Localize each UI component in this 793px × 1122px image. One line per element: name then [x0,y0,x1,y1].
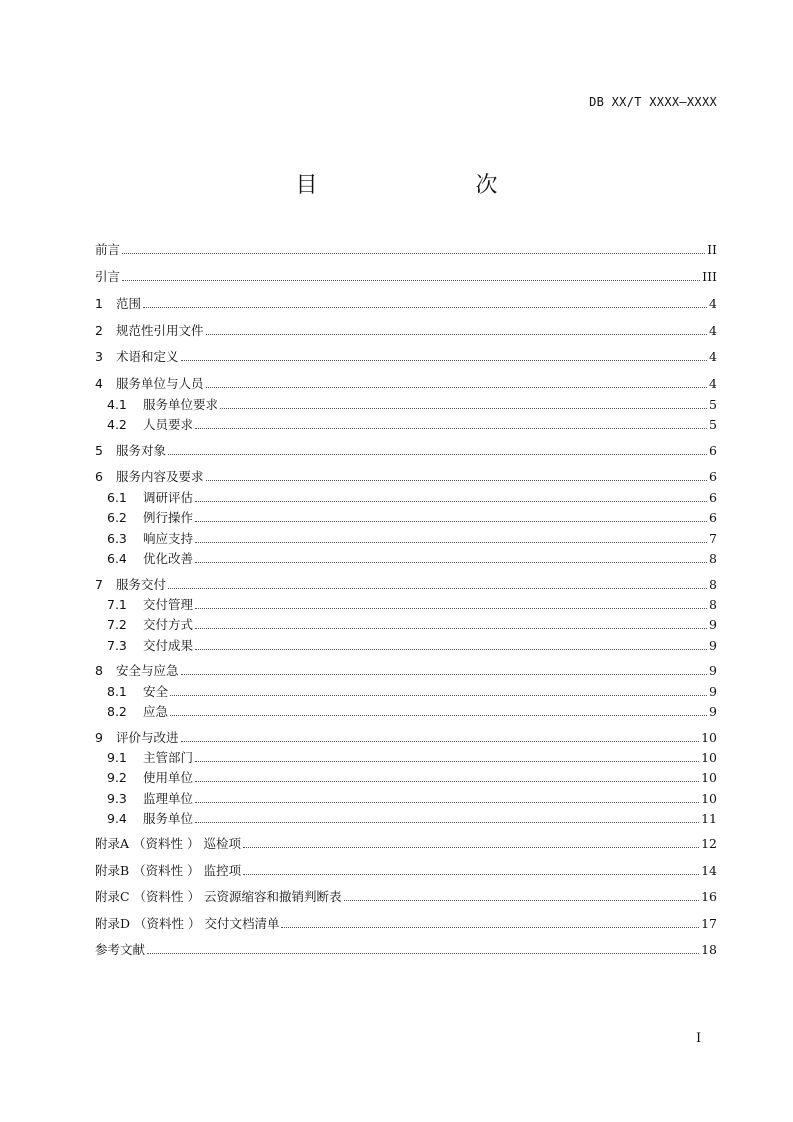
dot-leader [168,588,707,589]
dot-leader [195,608,707,609]
dot-leader [147,953,699,954]
toc-entry-number: 4 [95,376,103,391]
toc-entry-page: 9 [709,663,717,678]
dot-leader [206,387,707,388]
toc-entry-label: 响应支持 [143,531,194,546]
toc-entry[interactable] [107,683,717,701]
toc-entry-page: 9 [709,704,717,719]
dot-leader [281,927,699,928]
toc-entry[interactable] [95,662,717,680]
toc-entry-label: 服务对象 [116,443,167,458]
toc-entry-label: 附录D （资料性 ） 交付文档清单 [95,916,280,931]
toc-entry[interactable] [107,396,717,414]
toc-entry-page: 11 [701,811,717,826]
toc-entry[interactable] [95,322,717,340]
toc-entry-page: 4 [709,349,717,364]
dot-leader [195,822,699,823]
toc-entry-number: 2 [95,323,103,338]
toc-entry[interactable] [107,703,717,721]
toc-entry-page: II [707,242,717,257]
toc-title: 目 次 [295,173,536,198]
toc-entry-page: 10 [701,730,717,745]
toc-entry-label: 范围 [116,296,142,311]
toc-entry-page: 9 [709,617,717,632]
toc-entry-number: 6.2 [107,510,127,525]
toc-entry-number: 7.1 [107,597,127,612]
dot-leader [195,428,707,429]
toc-entry[interactable] [95,348,717,366]
toc-entry[interactable] [95,375,717,393]
dot-leader [195,562,707,563]
dot-leader [122,253,705,254]
toc-entry-label: 术语和定义 [116,349,179,364]
toc-entry-number: 9 [95,730,103,745]
toc-entry[interactable] [107,489,717,507]
toc-entry-page: 4 [709,323,717,338]
toc-entry-label: 前言 [95,242,121,257]
toc-entry[interactable] [95,862,717,880]
dot-leader [220,408,707,409]
toc-entry[interactable] [95,468,717,486]
toc-entry-label: 附录C （资料性 ） 云资源缩容和撤销判断表 [95,889,342,904]
toc-entry[interactable] [107,596,717,614]
toc-entry-page: 6 [709,443,717,458]
toc-entry[interactable] [107,530,717,548]
toc-entry-label: 应急 [143,704,169,719]
toc-entry-label: 安全与应急 [116,663,179,678]
toc-entry-page: III [702,269,717,284]
toc-entry[interactable] [95,442,717,460]
dot-leader [195,501,707,502]
toc-entry-number: 1 [95,296,103,311]
toc-entry-label: 服务单位要求 [143,397,219,412]
toc-entry-number: 3 [95,349,103,364]
toc-entry-label: 引言 [95,269,121,284]
toc-entry[interactable] [95,888,717,906]
toc-entry-page: 16 [701,889,717,904]
toc-entry-number: 4.2 [107,417,127,432]
toc-entry-number: 9.1 [107,750,127,765]
dot-leader [143,307,707,308]
toc-entry-label: 交付方式 [143,617,194,632]
toc-entry[interactable] [95,941,717,959]
toc-entry-page: 10 [701,770,717,785]
toc-entry-number: 6.3 [107,531,127,546]
toc-entry-number: 6.1 [107,490,127,505]
toc-entry-number: 6.4 [107,551,127,566]
dot-leader [181,674,707,675]
toc-entry[interactable] [107,616,717,634]
toc-entry-page: 5 [709,417,717,432]
toc-entry-page: 9 [709,638,717,653]
dot-leader [206,334,707,335]
toc-entry-page: 10 [701,791,717,806]
toc-entry-label: 服务单位 [143,811,194,826]
toc-entry[interactable] [107,637,717,655]
toc-entry[interactable] [107,790,717,808]
toc-entry-number: 7 [95,577,103,592]
toc-entry-label: 交付成果 [143,638,194,653]
toc-entry[interactable] [95,915,717,933]
toc-entry[interactable] [107,550,717,568]
toc-entry-page: 9 [709,684,717,699]
dot-leader [181,360,707,361]
toc-entry-label: 服务交付 [116,577,167,592]
toc-entry-number: 4.1 [107,397,127,412]
dot-leader [195,542,707,543]
toc-entry[interactable] [107,749,717,767]
toc-entry-label: 监理单位 [143,791,194,806]
toc-entry-page: 10 [701,750,717,765]
toc-entry-label: 服务内容及要求 [116,469,204,484]
toc-entry[interactable] [95,295,717,313]
document-code: DB XX/T XXXX—XXXX [589,95,717,109]
dot-leader [168,454,707,455]
toc-entry-number: 8 [95,663,103,678]
dot-leader [243,847,699,848]
toc-entry-label: 调研评估 [143,490,194,505]
toc-entry[interactable] [107,509,717,527]
toc-entry-label: 人员要求 [143,417,194,432]
toc-entry-page: 8 [709,597,717,612]
dot-leader [195,781,699,782]
toc-entry-page: 7 [709,531,717,546]
toc-entry-label: 使用单位 [143,770,194,785]
toc-entry-page: 6 [709,510,717,525]
dot-leader [344,900,700,901]
dot-leader [170,715,707,716]
toc-entry[interactable] [95,268,717,286]
toc-entry-page: 12 [701,836,717,851]
toc-entry[interactable] [95,729,717,747]
dot-leader [195,649,707,650]
toc-entry-page: 4 [709,376,717,391]
toc-entry-number: 9.4 [107,811,127,826]
toc-entry-number: 7.2 [107,617,127,632]
toc-entry[interactable] [95,835,717,853]
toc-entry-label: 例行操作 [143,510,194,525]
toc-entry-label: 参考文献 [95,942,146,957]
toc-entry-label: 安全 [143,684,169,699]
dot-leader [243,874,699,875]
dot-leader [206,480,707,481]
toc-entry-label: 交付管理 [143,597,194,612]
toc-entry-page: 6 [709,490,717,505]
toc-entry-number: 9.3 [107,791,127,806]
toc-entry[interactable] [107,416,717,434]
toc-entry-number: 9.2 [107,770,127,785]
toc-entry-page: 8 [709,551,717,566]
toc-entry-number: 6 [95,469,103,484]
toc-entry-page: 6 [709,469,717,484]
toc-entry-label: 服务单位与人员 [116,376,204,391]
toc-entry-label: 主管部门 [143,750,194,765]
toc-entry-label: 附录A （资料性 ） 巡检项 [95,836,241,851]
toc-entry[interactable] [107,810,717,828]
toc-entry[interactable] [95,576,717,594]
toc-entry-number: 7.3 [107,638,127,653]
toc-entry[interactable] [95,241,717,259]
toc-entry-page: 17 [701,916,717,931]
toc-entry-page: 5 [709,397,717,412]
toc-entry-label: 优化改善 [143,551,194,566]
dot-leader [195,802,699,803]
toc-entry-number: 8.2 [107,704,127,719]
toc-entry-label: 评价与改进 [116,730,179,745]
toc-entry-label: 规范性引用文件 [116,323,204,338]
toc-entry[interactable] [107,769,717,787]
page-number: I [696,1031,702,1046]
toc-entry-page: 14 [701,863,717,878]
dot-leader [195,761,699,762]
toc-entry-label: 附录B （资料性 ） 监控项 [95,863,242,878]
dot-leader [181,741,700,742]
toc-entry-page: 18 [701,942,717,957]
dot-leader [122,280,700,281]
toc-entry-number: 5 [95,443,103,458]
dot-leader [170,695,707,696]
toc-entry-page: 8 [709,577,717,592]
dot-leader [195,521,707,522]
dot-leader [195,628,707,629]
toc-entry-page: 4 [709,296,717,311]
toc-entry-number: 8.1 [107,684,127,699]
